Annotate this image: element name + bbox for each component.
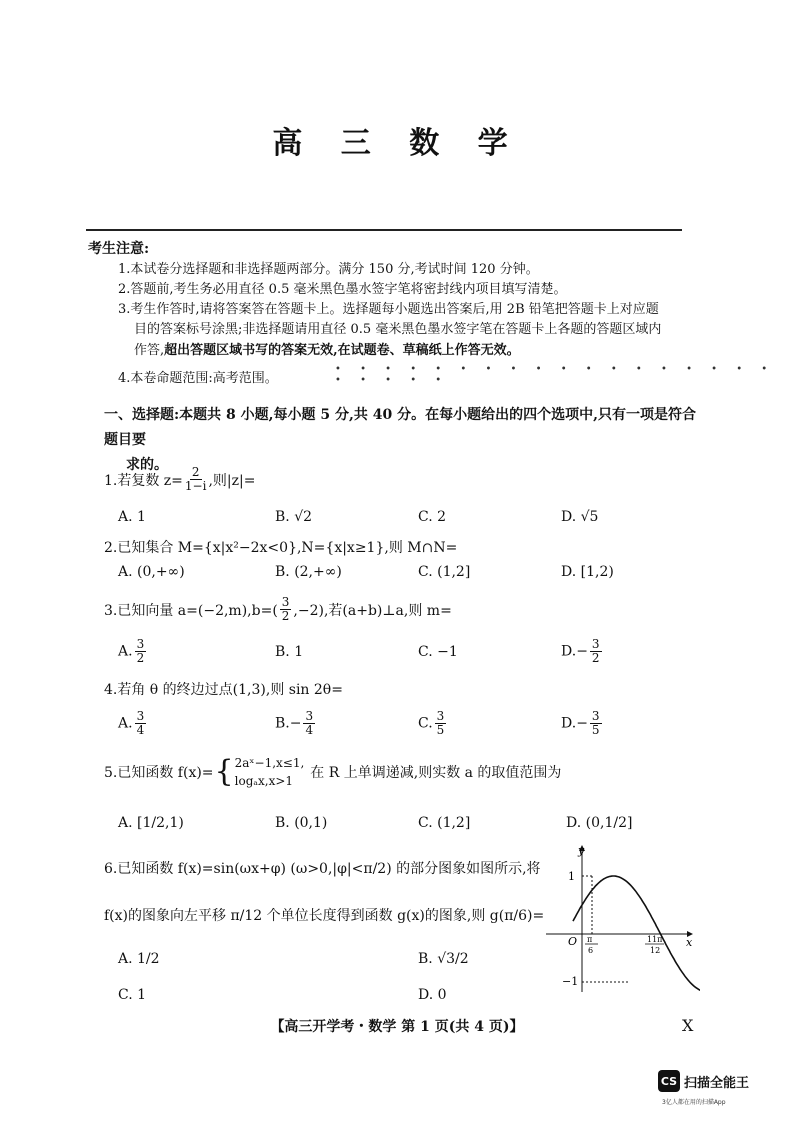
q1-option-a: A. 1 [118,509,146,525]
y-axis-label: y [578,844,585,857]
q4-option-a [118,710,146,737]
q2-option-c: C. (1,2] [418,564,471,580]
q1-frac-num: 2 [191,465,200,479]
q4-option-c-den: 5 [436,723,445,737]
q3-option-b-text: 1 [294,644,304,660]
q5-case-2: logₐx,x>1 [234,774,294,788]
q1-option-d: D. √5 [561,509,599,525]
q3-option-d [561,638,602,665]
q3-stem-pre: 3.已知向量 a=(−2,m),b=( [104,602,278,619]
notice-item-3: 3.考生作答时,请将答案答在答题卡上。选择题每小题选出答案后,用 2B 铅笔把答题卡上对应题 [118,302,659,317]
q4-option-c-frac [435,710,447,737]
q4-option-d-sign: − [576,715,588,732]
q3-option-d-frac [590,638,602,665]
q2-option-b: B. (2,+∞) [275,564,342,580]
x-axis-label: x [686,936,693,949]
q3-option-a-den: 2 [136,651,145,665]
q4-option-d-num: 3 [591,709,600,723]
q3-option-a-frac [135,638,147,665]
q1-stem-pre: 1.若复数 z= [104,472,183,489]
q4-option-b-den: 4 [305,723,314,737]
q4-option-c-label: C. [418,715,433,732]
scanner-watermark [658,1070,754,1110]
q4-option-a-label: A. [118,715,133,732]
origin-label: O [568,935,578,948]
x-tick-1-den: 6 [588,946,594,955]
x-tick-2-num: 11π [647,935,663,944]
paper-code: X [682,1016,694,1035]
q5-stem-post: 在 R 上单调递减,则实数 a 的取值范围为 [310,765,562,781]
q5-stem-pre: 5.已知函数 f(x)= [104,765,214,781]
section-heading-line1: 一、选择题:本题共 8 小题,每小题 5 分,共 40 分。在每小题给出的四个选项中,只有一项是符合题目要 [104,407,696,448]
question-3-stem [104,596,452,623]
camscanner-logo-icon: CS [658,1070,680,1092]
notice-heading: 考生注意: [88,241,150,257]
notice-emphasis-text: 超出答题区域书写的答案无效,在试题卷、草稿纸上作答无效。 [164,343,520,358]
notice-item-2: 2.答题前,考生务必用直径 0.5 毫米黑色墨水签字笔将密封线内项目填写清楚。 [118,282,567,297]
q3-option-a-num: 3 [136,637,145,651]
q3-option-d-den: 2 [591,651,600,665]
x-tick-2-den: 12 [650,946,661,955]
notice-item-3-line3 [134,341,520,361]
q3-fraction [280,596,292,623]
question-6-line2: f(x)的图象向左平移 π/12 个单位长度得到函数 g(x)的图象,则 g(π/6)= [104,908,545,924]
q5-brace: { [214,754,234,789]
q6-option-a: A. 1/2 [118,951,160,967]
x-tick-pi-6 [585,935,598,955]
q4-option-c [418,710,446,737]
y-tick-bottom: −1 [562,975,579,988]
q3-option-c-label: C. [418,644,433,660]
q4-option-d [561,710,602,737]
q4-option-a-den: 4 [136,723,145,737]
q5-case-1: 2aˣ−1,x≤1, [234,756,305,770]
q2-option-d: D. [1,2) [561,564,614,580]
q1-frac-den: 1−i [184,479,207,493]
notice-item-3-cont: 目的答案标号涂黑;非选择题请用直径 0.5 毫米黑色墨水签字笔在答题卡上各题的答题区域内 [134,322,662,337]
question-1-stem [104,466,255,493]
q4-option-d-frac [590,710,602,737]
q3-option-d-num: 3 [591,637,600,651]
q1-stem-post: ,则|z|= [208,472,256,489]
q1-option-c: C. 2 [418,509,447,525]
header-divider [86,229,682,231]
x-tick-1-num: π [587,935,593,944]
y-tick-top: 1 [568,870,575,883]
q3-option-c [418,644,458,660]
watermark-subtitle: 3亿人都在用的扫描App [662,1099,726,1106]
q4-option-c-num: 3 [436,709,445,723]
emphasis-dots: • • • • • • • • • • • • • • • • • • • • • • • [335,364,776,386]
q4-option-b-frac [303,710,315,737]
q1-option-b: B. √2 [275,509,313,525]
q3-stem-post: ,−2),若(a+b)⊥a,则 m= [293,602,452,619]
q3-option-b [275,644,303,660]
q4-option-d-label: D. [561,715,577,732]
q3-option-d-sign: − [576,643,588,660]
q6-option-d: D. 0 [418,987,447,1003]
q3-option-a-label: A. [118,643,133,660]
q6-sine-graph [540,842,700,1002]
q3-frac-num: 3 [281,595,290,609]
q4-option-b-label: B. [275,715,290,732]
q4-option-a-frac [135,710,147,737]
watermark-name: 扫描全能王 [684,1076,750,1091]
page-title: 高 三 数 学 [272,126,522,161]
q4-option-a-num: 3 [136,709,145,723]
q5-piecewise [235,754,305,790]
q3-frac-den: 2 [281,609,290,623]
q5-option-c: C. (1,2] [418,815,471,831]
notice-item-4: 4.本卷命题范围:高考范围。 [118,371,278,386]
question-4-stem: 4.若角 θ 的终边过点(1,3),则 sin 2θ= [104,682,343,698]
notice-item-3-line3-plain: 作答, [134,343,165,358]
q3-option-d-label: D. [561,643,577,660]
q4-option-b-num: 3 [305,709,314,723]
q3-option-a [118,638,146,665]
page-footer: 【高三开学考・数学 第 1 页(共 4 页)】 [270,1019,524,1035]
q4-option-d-den: 5 [591,723,600,737]
x-tick-11pi-12 [645,935,664,955]
q4-option-b-sign: − [289,715,302,732]
question-6-line1: 6.已知函数 f(x)=sin(ωx+φ) (ω>0,|φ|<π/2) 的部分图象如图所示,将 [104,861,541,877]
notice-item-1: 1.本试卷分选择题和非选择题两部分。满分 150 分,考试时间 120 分钟。 [118,262,539,277]
question-2-stem: 2.已知集合 M={x|x²−2x<0},N={x|x≥1},则 M∩N= [104,540,458,556]
section-heading-line2: 求的。 [126,457,168,473]
q5-option-b: B. (0,1) [275,815,328,831]
q1-fraction [185,466,207,493]
q3-option-b-label: B. [275,644,290,660]
q5-option-d: D. (0,1/2] [566,815,633,831]
q2-option-a: A. (0,+∞) [118,564,185,580]
question-5-stem [104,754,561,790]
q3-option-c-text: −1 [437,644,458,660]
q4-option-b [275,710,315,737]
q6-option-b: B. √3/2 [418,951,469,967]
q6-option-c: C. 1 [118,987,147,1003]
q5-option-a: A. [1/2,1) [118,815,184,831]
